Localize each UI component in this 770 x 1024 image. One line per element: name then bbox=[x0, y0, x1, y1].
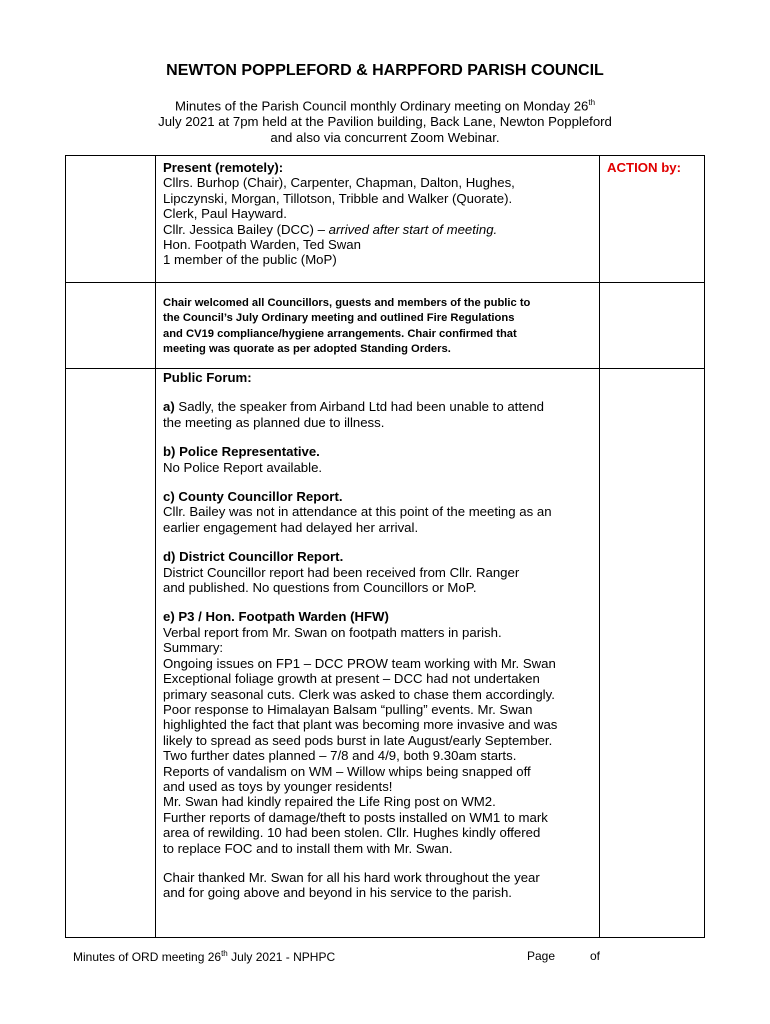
action-by-header: ACTION by: bbox=[607, 160, 681, 175]
welcome-line: Chair welcomed all Councillors, guests and members of the public to bbox=[163, 297, 531, 309]
forum-item-e-line: Two further dates planned – 7/8 and 4/9, both 9.30am starts. bbox=[163, 748, 517, 764]
present-line: Cllrs. Burhop (Chair), Carpenter, Chapman, Dalton, Hughes, bbox=[163, 175, 515, 191]
welcome-line: the Council’s July Ordinary meeting and outlined Fire Regulations bbox=[163, 312, 515, 325]
forum-item-e-line: and used as toys by younger residents! bbox=[163, 778, 393, 794]
column-divider-right bbox=[599, 156, 600, 937]
forum-item-b-heading: b) Police Representative. bbox=[163, 444, 320, 460]
forum-item-e-line: highlighted the fact that plant was becoming more invasive and was bbox=[163, 717, 558, 733]
present-line-italic: arrived after start of meeting. bbox=[328, 221, 498, 237]
minutes-table bbox=[65, 155, 705, 938]
present-line: 1 member of the public (MoP) bbox=[163, 252, 337, 268]
subtitle-line2: July 2021 at 7pm held at the Pavilion building, Back Lane, Newton Poppleford bbox=[158, 114, 612, 130]
row-divider-2 bbox=[66, 368, 704, 369]
forum-item-a bbox=[163, 399, 593, 414]
forum-item-e-heading: e) P3 / Hon. Footpath Warden (HFW) bbox=[163, 609, 389, 625]
forum-item-d-text: District Councillor report had been received from Cllr. Ranger bbox=[163, 564, 520, 580]
present-line: Lipczynski, Morgan, Tillotson, Tribble and Walker (Quorate). bbox=[163, 190, 513, 206]
forum-item-e-line: to replace FOC and to install them with Mr. Swan. bbox=[163, 840, 453, 856]
forum-item-a-text: Sadly, the speaker from Airband Ltd had been unable to attend bbox=[174, 399, 544, 415]
subtitle-sup: th bbox=[588, 98, 596, 107]
forum-closing-line: and for going above and beyond in his service to the parish. bbox=[163, 885, 512, 901]
footer-page-label: Page bbox=[527, 949, 556, 963]
forum-item-d-text: and published. No questions from Councillors or MoP. bbox=[163, 580, 477, 596]
subtitle-line3: and also via concurrent Zoom Webinar. bbox=[270, 130, 500, 146]
footer-ref-sup: th bbox=[221, 949, 228, 958]
forum-item-c-heading: c) County Councillor Report. bbox=[163, 489, 343, 505]
welcome-line: and CV19 compliance/hygiene arrangements. Chair confirmed that bbox=[163, 327, 517, 340]
forum-item-e-line: Reports of vandalism on WM – Willow whips being snapped off bbox=[163, 763, 531, 779]
forum-item-e-line: primary seasonal cuts. Clerk was asked to chase them accordingly. bbox=[163, 686, 555, 702]
forum-item-c-text: Cllr. Bailey was not in attendance at this point of the meeting as an bbox=[163, 504, 552, 520]
column-divider-left bbox=[155, 156, 156, 937]
forum-item-a-label: a) bbox=[163, 399, 175, 415]
footer-meeting-ref bbox=[73, 949, 335, 964]
forum-item-a-line2: the meeting as planned due to illness. bbox=[163, 414, 385, 430]
forum-item-e-line: area of rewilding. 10 had been stolen. Cllr. Hughes kindly offered bbox=[163, 825, 541, 841]
forum-heading: Public Forum: bbox=[163, 370, 252, 385]
forum-item-c-text: earlier engagement had delayed her arrival. bbox=[163, 519, 419, 535]
present-line-text: Cllr. Jessica Bailey (DCC) – bbox=[163, 221, 329, 237]
present-line bbox=[163, 222, 593, 237]
row-divider-1 bbox=[66, 282, 704, 283]
forum-item-e-line: Verbal report from Mr. Swan on footpath matters in parish. bbox=[163, 624, 502, 640]
forum-item-e-line: Ongoing issues on FP1 – DCC PROW team working with Mr. Swan bbox=[163, 655, 556, 671]
forum-item-e-line: Summary: bbox=[163, 640, 224, 656]
present-line: Clerk, Paul Hayward. bbox=[163, 206, 287, 222]
forum-item-e-line: Exceptional foliage growth at present – DCC had not undertaken bbox=[163, 671, 540, 687]
present-line: Hon. Footpath Warden, Ted Swan bbox=[163, 237, 361, 253]
present-section bbox=[163, 160, 593, 268]
forum-item-e-line: Mr. Swan had kindly repaired the Life Ring post on WM2. bbox=[163, 794, 496, 810]
document-subtitle bbox=[120, 95, 650, 146]
welcome-line: meeting was quorate as per adopted Standing Orders. bbox=[163, 343, 451, 356]
document-title: NEWTON POPPLEFORD & HARPFORD PARISH COUNCIL bbox=[166, 62, 604, 79]
welcome-section bbox=[163, 296, 593, 358]
footer-of-label: of bbox=[590, 949, 601, 963]
forum-closing-line: Chair thanked Mr. Swan for all his hard work throughout the year bbox=[163, 869, 540, 885]
forum-item-b-text: No Police Report available. bbox=[163, 459, 323, 475]
public-forum-section bbox=[163, 370, 593, 901]
forum-item-e-line: Poor response to Himalayan Balsam “pulling” events. Mr. Swan bbox=[163, 701, 533, 717]
forum-item-e-line: Further reports of damage/theft to posts installed on WM1 to mark bbox=[163, 809, 548, 825]
forum-item-e-line: likely to spread as seed pods burst in late August/early September. bbox=[163, 732, 553, 748]
footer-ref-text-end: July 2021 - NPHPC bbox=[227, 950, 336, 964]
present-heading: Present (remotely): bbox=[163, 160, 284, 175]
footer-ref-text: Minutes of ORD meeting 26 bbox=[73, 950, 222, 964]
subtitle-line1: Minutes of the Parish Council monthly Ordinary meeting on Monday 26 bbox=[174, 98, 589, 114]
forum-item-d-heading: d) District Councillor Report. bbox=[163, 549, 344, 565]
